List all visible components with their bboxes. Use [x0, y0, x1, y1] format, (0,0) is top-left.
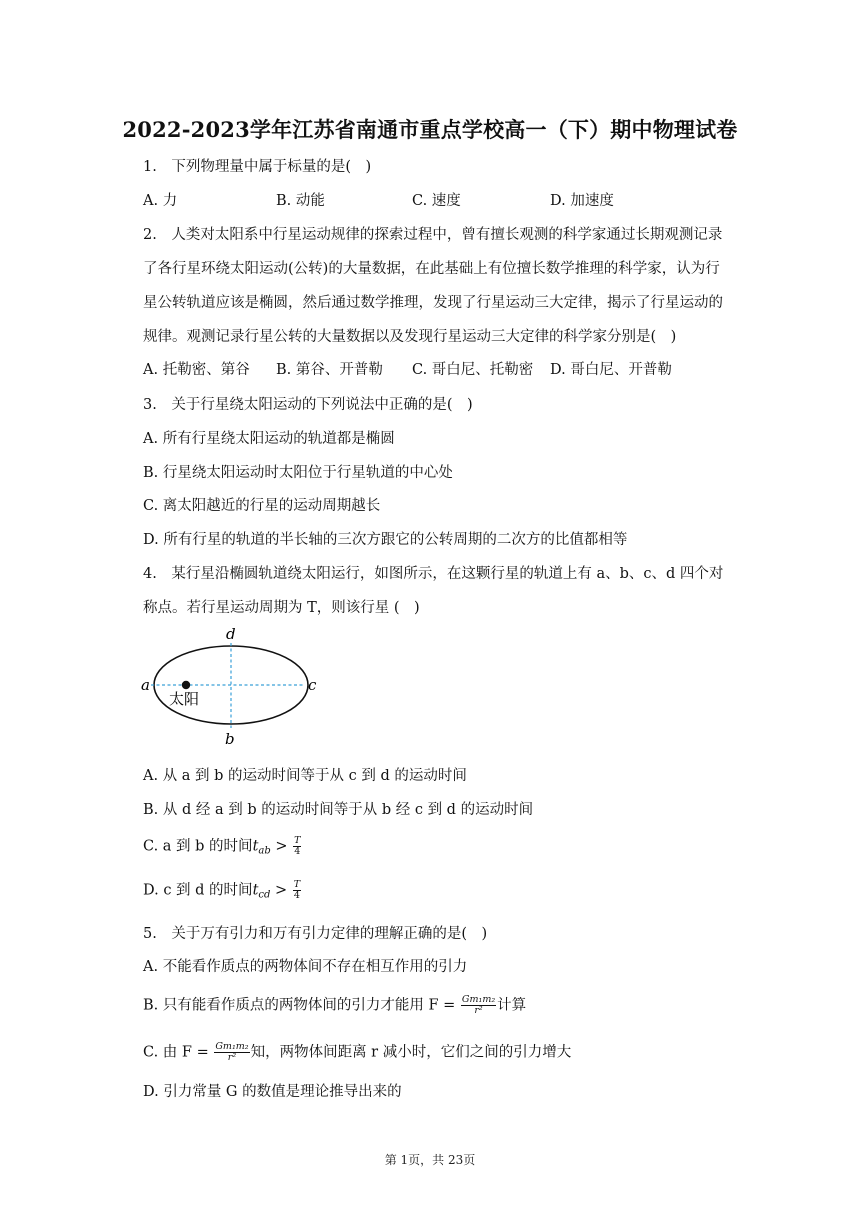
q5-option-a: A. 不能看作质点的两物体间不存在相互作用的引力 — [143, 959, 468, 975]
q4-stem-line: 4. 某行星沿椭圆轨道绕太阳运行，如图所示，在这颗行星的轨道上有 a、b、c、d 四个对 — [143, 566, 724, 582]
label-a: a — [141, 676, 150, 694]
q2-option-d: D. 哥白尼、开普勒 — [550, 362, 672, 378]
q2-line: 规律。观测记录行星公转的大量数据以及发现行星运动三大定律的科学家分别是( ) — [143, 329, 677, 345]
q5-option-c: C. 由 F = $\frac{\text{Gm₁m₂}}{\text{r²}}$ 知，两物体间距离 r 减小时，它们之间的引力增大 — [143, 1041, 572, 1063]
q2-option-a: A. 托勒密、第谷 — [143, 362, 250, 378]
q1-option-a: A. 力 — [143, 193, 178, 209]
q4-stem-line: 称点。若行星运动周期为 T，则该行星 ( ) — [143, 600, 420, 616]
label-sun: 太阳 — [169, 690, 200, 708]
q3-option-d: D. 所有行星的轨道的半长轴的三次方跟它的公转周期的二次方的比值都相等 — [143, 532, 628, 548]
q1-option-b: B. 动能 — [276, 193, 325, 209]
q5-option-b: B. 只有能看作质点的两物体间的引力才能用 F = $\frac{\text{Gm₁m₂}}{\text{r²}}$ 计算 — [143, 994, 527, 1016]
page-footer: 第 1页，共 23页 — [384, 1153, 476, 1167]
q5-option-d: D. 引力常量 G 的数值是理论推导出来的 — [143, 1084, 402, 1100]
sun-dot — [182, 681, 190, 689]
q3-option-c: C. 离太阳越近的行星的运动周期越长 — [143, 498, 381, 514]
q4-option-b: B. 从 d 经 a 到 b 的运动时间等于从 b 经 c 到 d 的运动时间 — [143, 802, 534, 818]
label-d: d — [226, 625, 236, 643]
q5-stem: 5. 关于万有引力和万有引力定律的理解正确的是( ) — [143, 926, 488, 942]
q3-stem: 3. 关于行星绕太阳运动的下列说法中正确的是( ) — [143, 397, 473, 413]
q1-option-d: D. 加速度 — [550, 193, 614, 209]
q4-option-c: C. a 到 b 的时间$t_{ab}$ > $\frac{T}{4}$ — [143, 835, 301, 857]
q2-line: 了各行星环绕太阳运动(公转)的大量数据，在此基础上有位擅长数学推理的科学家，认为行 — [143, 261, 720, 277]
q1-stem: 1. 下列物理量中属于标量的是( ) — [143, 159, 372, 175]
q2-line: 星公转轨道应该是椭圆，然后通过数学推理，发现了行星运动三大定律，揭示了行星运动的 — [143, 295, 723, 311]
label-b: b — [225, 730, 235, 748]
q1-options — [143, 192, 743, 210]
orbit-figure — [136, 622, 336, 750]
q2-option-b: B. 第谷、开普勒 — [276, 362, 383, 378]
q2-line: 2. 人类对太阳系中行星运动规律的探索过程中，曾有擅长观测的科学家通过长期观测记录 — [143, 227, 723, 243]
q2-options — [143, 361, 743, 379]
q3-option-a: A. 所有行星绕太阳运动的轨道都是椭圆 — [143, 431, 395, 447]
q1-option-c: C. 速度 — [412, 193, 461, 209]
label-c: c — [308, 676, 317, 694]
q3-option-b: B. 行星绕太阳运动时太阳位于行星轨道的中心处 — [143, 465, 453, 481]
page-title: 2022-2023学年江苏省南通市重点学校高一（下）期中物理试卷 — [122, 117, 738, 142]
q4-option-a: A. 从 a 到 b 的运动时间等于从 c 到 d 的运动时间 — [143, 768, 467, 784]
q2-option-c: C. 哥白尼、托勒密 — [412, 362, 534, 378]
q4-option-d: D. c 到 d 的时间$t_{cd}$ > $\frac{T}{4}$ — [143, 879, 301, 901]
